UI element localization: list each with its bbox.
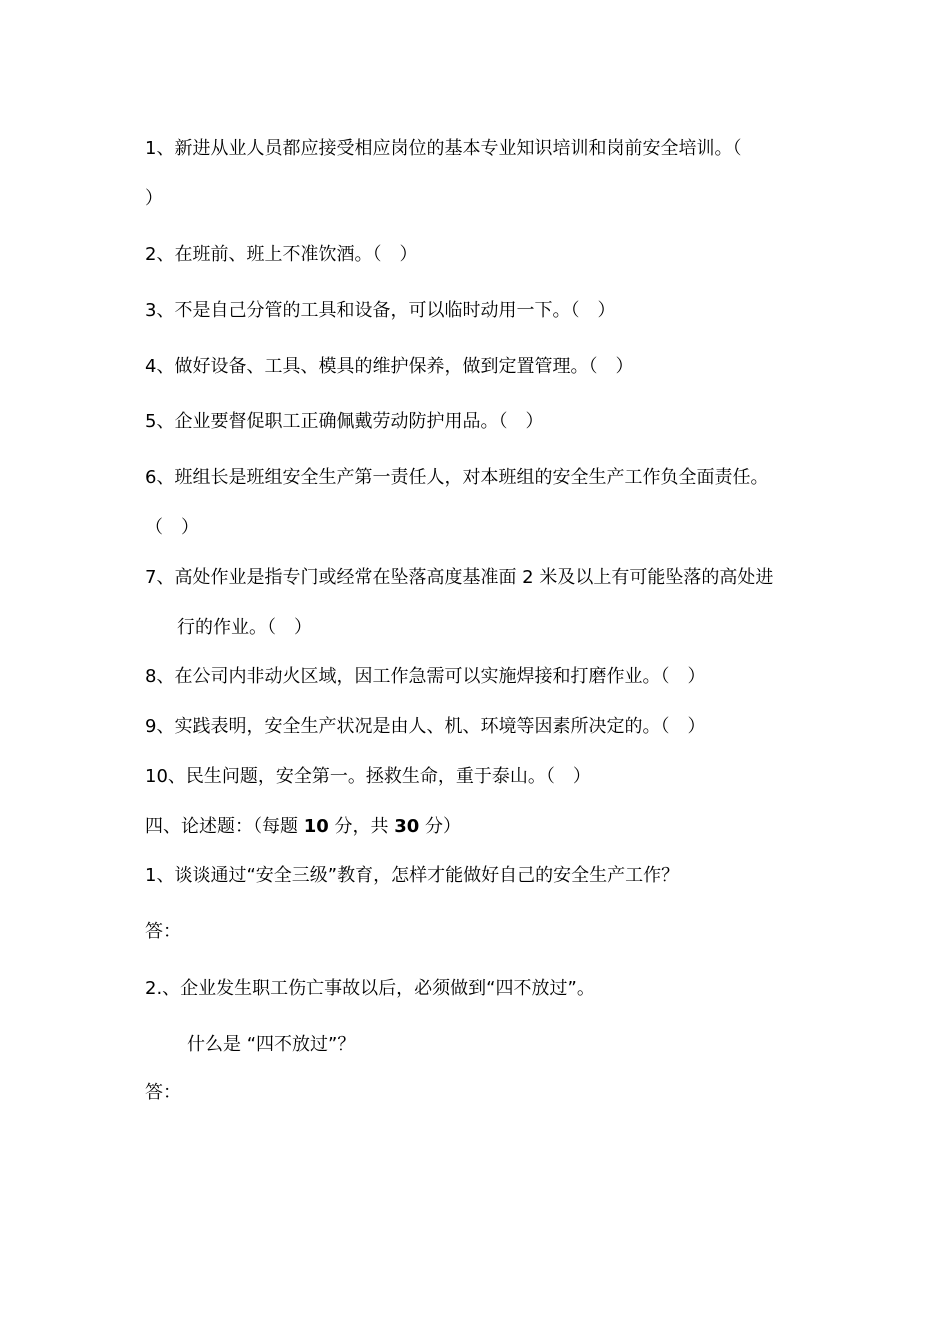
tf-question-6-line-2: （ ） (145, 517, 199, 538)
tf-question-7-line-2: 行的作业。（ ） (177, 617, 312, 638)
tf-question-4: 4、做好设备、工具、模具的维护保养，做到定置管理。（ ） (145, 356, 634, 377)
essay-question-2: 2.、企业发生职工伤亡事故以后，必须做到“四不放过”。 (145, 978, 595, 999)
tf-question-9: 9、实践表明，安全生产状况是由人、机、环境等因素所决定的。（ ） (145, 716, 706, 737)
essay-answer-1-label: 答： (145, 921, 181, 942)
tf-question-6-line-1: 6、班组长是班组安全生产第一责任人，对本班组的安全生产工作负全面责任。 (145, 467, 769, 488)
essay-heading-points-total: 30 (394, 816, 420, 837)
tf-question-5: 5、企业要督促职工正确佩戴劳动防护用品。（ ） (145, 411, 544, 432)
essay-heading-points-each: 10 (303, 816, 329, 837)
essay-heading-suffix: 分） (419, 816, 462, 837)
essay-heading-prefix: 四、论述题：（每题 (145, 816, 304, 837)
essay-question-2-subtext: 什么是 “四不放过”？ (187, 1034, 356, 1055)
tf-question-2: 2、在班前、班上不准饮酒。（ ） (145, 244, 418, 265)
tf-question-1-line-1: 1、新进从业人员都应接受相应岗位的基本专业知识培训和岗前安全培训。（ (145, 138, 742, 159)
essay-section-heading (145, 815, 461, 839)
tf-question-8: 8、在公司内非动火区域，因工作急需可以实施焊接和打磨作业。（ ） (145, 666, 706, 687)
essay-question-1: 1、谈谈通过“安全三级”教育，怎样才能做好自己的安全生产工作？ (145, 865, 680, 886)
essay-heading-middle: 分，共 (328, 816, 395, 837)
tf-question-7-line-1: 7、高处作业是指专门或经常在坠落高度基准面 2 米及以上有可能坠落的高处进 (145, 567, 774, 588)
tf-question-3: 3、不是自己分管的工具和设备，可以临时动用一下。（ ） (145, 300, 616, 321)
essay-answer-2-label: 答： (145, 1082, 181, 1103)
tf-question-1-line-2: ） (145, 188, 163, 209)
tf-question-10: 10、民生问题，安全第一。拯救生命，重于泰山。（ ） (145, 766, 591, 787)
